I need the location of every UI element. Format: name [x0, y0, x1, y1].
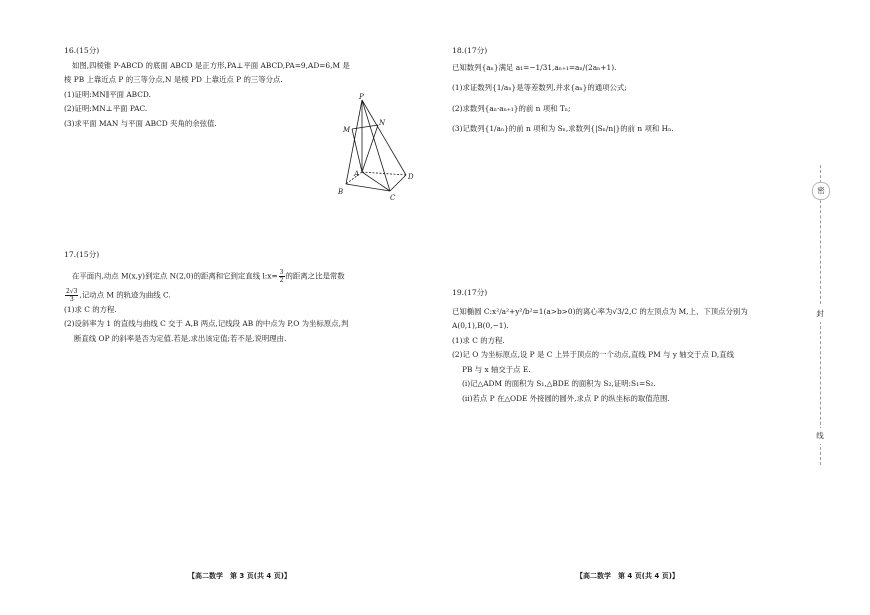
question-16-line-2: 棱 PB 上靠近点 P 的三等分点,N 是棱 PD 上靠近点 P 的三等分点.	[64, 75, 283, 84]
question-19-line-2: A(0,1),B(0,−1).	[452, 321, 509, 330]
question-19-sub-i: (ⅰ)记△ADM 的面积为 S₁,△BDE 的面积为 S₂,证明:S₁=S₂.	[462, 379, 656, 388]
question-16-part-3: (3)求平面 MAN 与平面 ABCD 夹角的余弦值.	[64, 118, 217, 128]
question-17-line-1	[64, 269, 434, 284]
binding-char-xian: 线	[812, 428, 828, 444]
question-19-line-1: 已知椭圆 C:x²/a²+y²/b²=1(a>b>0)的离心率为√3/2,C 的左顶点为 M,上、下顶点分别为	[452, 306, 748, 316]
left-page-footer: 【高二数学 第 3 页(共 4 页)】	[188, 572, 291, 580]
fraction-numerator: 3	[279, 268, 284, 276]
question-17-line-1-text-a: 在平面内,动点 M(x,y)到定点 N(2,0)的距离和它到定直线 l:x=	[72, 271, 278, 280]
question-17-line-2-fraction	[65, 288, 78, 303]
figure-label-n: N	[379, 119, 386, 127]
fraction-numerator: 2√3	[66, 287, 78, 295]
right-page	[440, 0, 870, 615]
question-17-part-2-line-1: (2)设斜率为 1 的直线与曲线 C 交于 A,B 两点,记线段 AB 的中点为 P,O 为坐标原点,判	[64, 319, 349, 328]
question-16-part-2: (2)证明:MN⊥平面 PAC.	[64, 104, 148, 113]
question-18	[452, 44, 752, 137]
question-17-line-1-fraction	[279, 269, 285, 284]
question-19-part-2-line-1: (2)记 O 为坐标原点,设 P 是 C 上异于顶点的一个动点,直线 PM 与 y 轴交于点 D,直线	[452, 350, 734, 359]
right-page-footer: 【高二数学 第 4 页(共 4 页)】	[576, 572, 679, 580]
question-19-part-1: (1)求 C 的方程.	[452, 335, 505, 345]
question-17-line-2	[64, 288, 434, 303]
fraction-denominator: 2	[279, 276, 284, 284]
figure-label-c: C	[390, 194, 396, 202]
question-16-header: 16.(15分)	[64, 46, 100, 55]
figure-label-a: A	[354, 170, 360, 178]
binding-char-mi: 密	[812, 182, 830, 200]
question-18-part-3: (3)记数列{1/aₙ}的前 n 项和为 Sₙ,求数列{|Sₙ/n|}的前 n 项和 Hₙ.	[452, 124, 674, 133]
question-16-line-1: 如图,四棱锥 P-ABCD 的底面 ABCD 是正方形,PA⊥平面 ABCD,PA=9,AD=6,M 是	[72, 60, 350, 70]
question-17-line-1-text-b: 的距离之比是常数	[285, 271, 345, 280]
question-16-part-1: (1)证明:MN∥平面 ABCD.	[64, 89, 151, 99]
figure-label-m: M	[343, 126, 351, 134]
question-17-part-2-line-2: 断直线 OP 的斜率是否为定值.若是,求出该定值;若不是,说明理由.	[74, 333, 287, 343]
pyramid-figure	[334, 92, 420, 204]
question-17-line-2-text: ,记动点 M 的轨迹为曲线 C.	[79, 290, 171, 299]
question-18-part-1: (1)求证数列{1/aₙ}是等差数列,并求{aₙ}的通项公式;	[452, 83, 627, 92]
question-18-part-2: (2)求数列{aₙ·aₙ₊₁}的前 n 项和 Tₙ;	[452, 103, 571, 113]
figure-label-d: D	[408, 173, 414, 181]
question-17-header: 17.(15分)	[64, 250, 100, 259]
figure-label-b: B	[338, 188, 344, 196]
question-17-part-1: (1)求 C 的方程.	[64, 304, 117, 314]
fraction-denominator: 3	[69, 295, 74, 303]
figure-label-p: P	[359, 93, 364, 101]
question-19-part-2-line-2: PB 与 x 轴交于点 E.	[462, 364, 531, 374]
question-18-line-1: 已知数列{aₙ}满足 a₁=−1/31,aₙ₊₁=aₙ/(2aₙ+1).	[452, 62, 617, 72]
question-19	[452, 286, 822, 406]
question-19-header: 19.(17分)	[452, 288, 488, 297]
question-19-sub-ii: (ⅱ)若点 P 在△ODE 外接圆的圆外,求点 P 的纵坐标的取值范围.	[462, 393, 670, 403]
binding-char-feng: 封	[812, 306, 828, 322]
question-17	[64, 248, 434, 346]
question-18-header: 18.(17分)	[452, 46, 488, 55]
